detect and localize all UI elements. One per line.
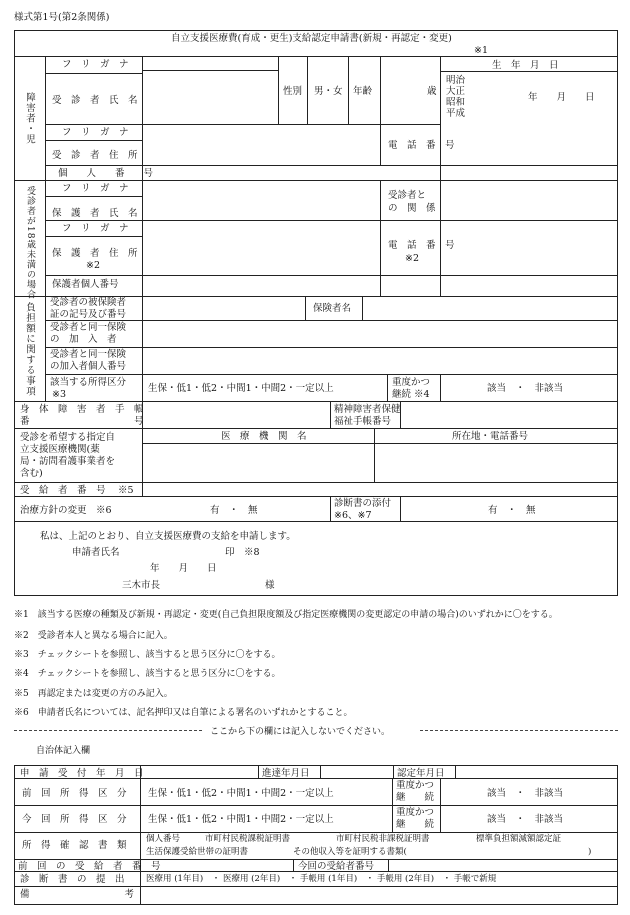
mayor-honorific: 様 bbox=[265, 580, 275, 591]
current-severe-options: 該当 ・ 非該当 bbox=[487, 814, 564, 825]
doc-personal-number: 個人番号 bbox=[146, 834, 181, 844]
relation-label-2: の 関 係 bbox=[388, 203, 436, 214]
patient-name-label: 受 診 者 氏 名 bbox=[52, 95, 138, 106]
minor-section-label: 受診者が18歳未満の場合 bbox=[25, 186, 35, 300]
note-5: ※5 再認定または変更の方のみ記入。 bbox=[14, 689, 173, 699]
previous-income-options: 生保・低1・低2・中間1・中間2・一定以上 bbox=[148, 788, 334, 799]
income-category-label: 該当する所得区分 bbox=[50, 377, 127, 388]
current-recipient-number-label: 今回の受給者番号 bbox=[298, 861, 375, 872]
previous-income-label: 前 回 所 得 区 分 bbox=[22, 788, 127, 799]
severe-continuous-label-1: 重度かつ bbox=[392, 377, 431, 388]
doc-non-tax-certificate: 市町村民税非課税証明書 bbox=[336, 834, 430, 844]
note-3: ※3 チェックシートを参照し、該当すると思う区分に〇をする。 bbox=[14, 650, 281, 660]
mental-handbook-label-2: 福祉手帳番号 bbox=[334, 416, 392, 427]
title-note: ※1 bbox=[474, 45, 489, 56]
same-insurance-label-2: の 加 入 者 bbox=[50, 334, 117, 345]
form-title: 自立支援医療費(育成・更生)支給認定申請書(新規・再認定・変更) bbox=[171, 33, 452, 44]
era-showa[interactable]: 昭和 bbox=[446, 97, 466, 108]
guardian-furigana-label: フ リ ガ ナ bbox=[62, 183, 129, 194]
furigana-label: フ リ ガ ナ bbox=[62, 59, 129, 70]
designated-institution-label-3: 局・訪問看護事業者を bbox=[20, 456, 116, 467]
current-income-label: 今 回 所 得 区 分 bbox=[22, 814, 127, 825]
patient-name-field[interactable] bbox=[143, 71, 277, 124]
remarks-label: 備 考 bbox=[20, 889, 135, 900]
era-heisei[interactable]: 平成 bbox=[446, 108, 466, 119]
address-furigana-label: フ リ ガ ナ bbox=[62, 127, 129, 138]
previous-recipient-number-label: 前 回 の 受 給 者 番 号 bbox=[18, 861, 161, 872]
diagnosis-submission-options: 医療用 (1年目) ・ 医療用 (2年目) ・ 手帳用 (1年目) ・ 手帳用 (2年目) ・ 手帳で新規 bbox=[146, 874, 497, 884]
designated-institution-label-1: 受診を希望する指定自 bbox=[20, 432, 116, 443]
applicant-name-label: 申請者氏名 bbox=[72, 547, 120, 558]
income-category-options[interactable]: 生保・低1・低2・中間1・中間2・一定以上 bbox=[148, 383, 334, 394]
doc-tax-certificate: 市町村民税課税証明書 bbox=[205, 834, 291, 844]
burden-section-label: 負担額に関する事項 bbox=[24, 302, 35, 397]
mayor-label: 三木市長 bbox=[122, 580, 161, 591]
guardian-address-note: ※2 bbox=[86, 260, 101, 271]
income-category-note: ※3 bbox=[52, 389, 67, 400]
note-4: ※4 チェックシートを参照し、該当すると思う区分に〇をする。 bbox=[14, 669, 281, 679]
sex-label: 性別 bbox=[283, 86, 303, 97]
insured-label-1: 受診者の被保険者 bbox=[50, 297, 127, 308]
previous-severe-label-2: 継 続 bbox=[396, 792, 435, 803]
previous-severe-label-1: 重度かつ bbox=[396, 780, 435, 791]
designated-institution-label-2: 立支援医療機関(薬 bbox=[20, 444, 100, 455]
doc-other-close: ) bbox=[588, 847, 592, 857]
declaration-text: 私は、上記のとおり、自立支援医療費の支給を申請します。 bbox=[40, 531, 296, 542]
guardian-address-field[interactable] bbox=[143, 221, 379, 274]
age-label: 年齢 bbox=[353, 86, 373, 97]
institution-address-header: 所在地・電話番号 bbox=[452, 431, 529, 442]
severe-continuous-label-2: 継続 ※4 bbox=[392, 389, 430, 400]
personal-number-field[interactable] bbox=[143, 166, 443, 180]
doc-reduction-certificate: 標準負担額減額認定証 bbox=[476, 834, 562, 844]
income-docs-label: 所 得 確 認 書 類 bbox=[22, 840, 127, 851]
forwarded-date-label: 進達年月日 bbox=[262, 768, 310, 779]
doc-other-income: その他収入等を証明する書類( bbox=[293, 847, 407, 857]
note-2: ※2 受診者本人と異なる場合に記入。 bbox=[14, 631, 173, 641]
guardian-addr-furigana-label: フ リ ガ ナ bbox=[62, 223, 129, 234]
do-not-fill-divider: ここから下の欄には記入しないでください。 bbox=[210, 727, 391, 737]
relation-label-1: 受診者と bbox=[388, 190, 427, 201]
current-severe-label-1: 重度かつ bbox=[396, 807, 435, 818]
recipient-number-label: 受 給 者 番 号 ※5 bbox=[20, 485, 134, 496]
diagnosis-submission-label: 診 断 書 の 提 出 bbox=[20, 874, 125, 885]
same-insurance-label-1: 受診者と同一保険 bbox=[50, 322, 127, 333]
phone-label: 電 話 番 号 bbox=[388, 140, 455, 151]
dob-header: 生 年 月 日 bbox=[492, 60, 559, 71]
seal-note: 印 ※8 bbox=[225, 547, 260, 558]
current-severe-label-2: 継 続 bbox=[396, 819, 435, 830]
form-number: 様式第1号(第2条関係) bbox=[14, 12, 110, 23]
designated-institution-label-4: 含む) bbox=[20, 468, 43, 479]
patient-address-field[interactable] bbox=[143, 125, 379, 165]
municipality-section-title: 自治体記入欄 bbox=[36, 746, 91, 756]
diagnosis-attachment-label-1: 診断書の添付 bbox=[334, 498, 392, 509]
diagnosis-attachment-label-2: ※6、※7 bbox=[334, 510, 372, 521]
same-insurance-number-label-2: の加入者個人番号 bbox=[50, 361, 127, 372]
dob-ymd: 年 月 日 bbox=[528, 92, 595, 103]
guardian-phone-label: 電 話 番 号 bbox=[388, 240, 455, 251]
age-unit: 歳 bbox=[427, 86, 437, 97]
institution-name-header: 医 療 機 関 名 bbox=[221, 431, 307, 442]
physical-handbook-label-1: 身 体 障 害 者 手 帳 bbox=[20, 404, 144, 415]
era-meiji[interactable]: 明治 bbox=[446, 75, 466, 86]
patient-section-label: 障害者・児 bbox=[24, 92, 35, 145]
treatment-change-label: 治療方針の変更 ※6 bbox=[20, 505, 112, 516]
insurer-name-label: 保険者名 bbox=[313, 303, 352, 314]
guardian-name-label: 保 護 者 氏 名 bbox=[52, 208, 138, 219]
current-income-options: 生保・低1・低2・中間1・中間2・一定以上 bbox=[148, 814, 334, 825]
certified-date-label: 認定年月日 bbox=[397, 768, 445, 779]
personal-number-label: 個 人 番 号 bbox=[58, 168, 154, 179]
guardian-personal-number-label: 保護者個人番号 bbox=[52, 279, 119, 290]
treatment-change-options[interactable]: 有 ・ 無 bbox=[210, 505, 258, 516]
note-1: ※1 該当する医療の種類及び新規・再認定・変更(自己負担限度額及び指定医療機関の変更認定の申請の場合)のいずれかに〇をする。 bbox=[14, 610, 558, 620]
insured-label-2: 証の記号及び番号 bbox=[50, 309, 127, 320]
severe-continuous-options[interactable]: 該当 ・ 非該当 bbox=[487, 383, 564, 394]
institution-name-field[interactable] bbox=[143, 444, 373, 481]
application-date: 年 月 日 bbox=[150, 563, 217, 574]
guardian-phone-note: ※2 bbox=[405, 253, 420, 264]
institution-address-field[interactable] bbox=[375, 444, 617, 481]
previous-severe-options: 該当 ・ 非該当 bbox=[487, 788, 564, 799]
note-6: ※6 申請者氏名については、記名押印又は自筆による署名のいずれかとすること。 bbox=[14, 708, 353, 718]
diagnosis-attachment-options[interactable]: 有 ・ 無 bbox=[488, 505, 536, 516]
era-taisho[interactable]: 大正 bbox=[446, 86, 466, 97]
doc-welfare-certificate: 生活保護受給世帯の証明書 bbox=[146, 847, 249, 857]
guardian-name-field[interactable] bbox=[143, 181, 379, 219]
received-date-label: 申 請 受 付 年 月 日 bbox=[20, 768, 144, 779]
guardian-address-label: 保 護 者 住 所 bbox=[52, 248, 138, 259]
patient-address-label: 受 診 者 住 所 bbox=[52, 150, 138, 161]
same-insurance-number-label-1: 受診者と同一保険 bbox=[50, 349, 127, 360]
physical-handbook-label-2: 番 号 bbox=[20, 416, 144, 427]
mental-handbook-label-1: 精神障害者保健 bbox=[334, 404, 401, 415]
sex-options[interactable]: 男・女 bbox=[314, 86, 343, 97]
